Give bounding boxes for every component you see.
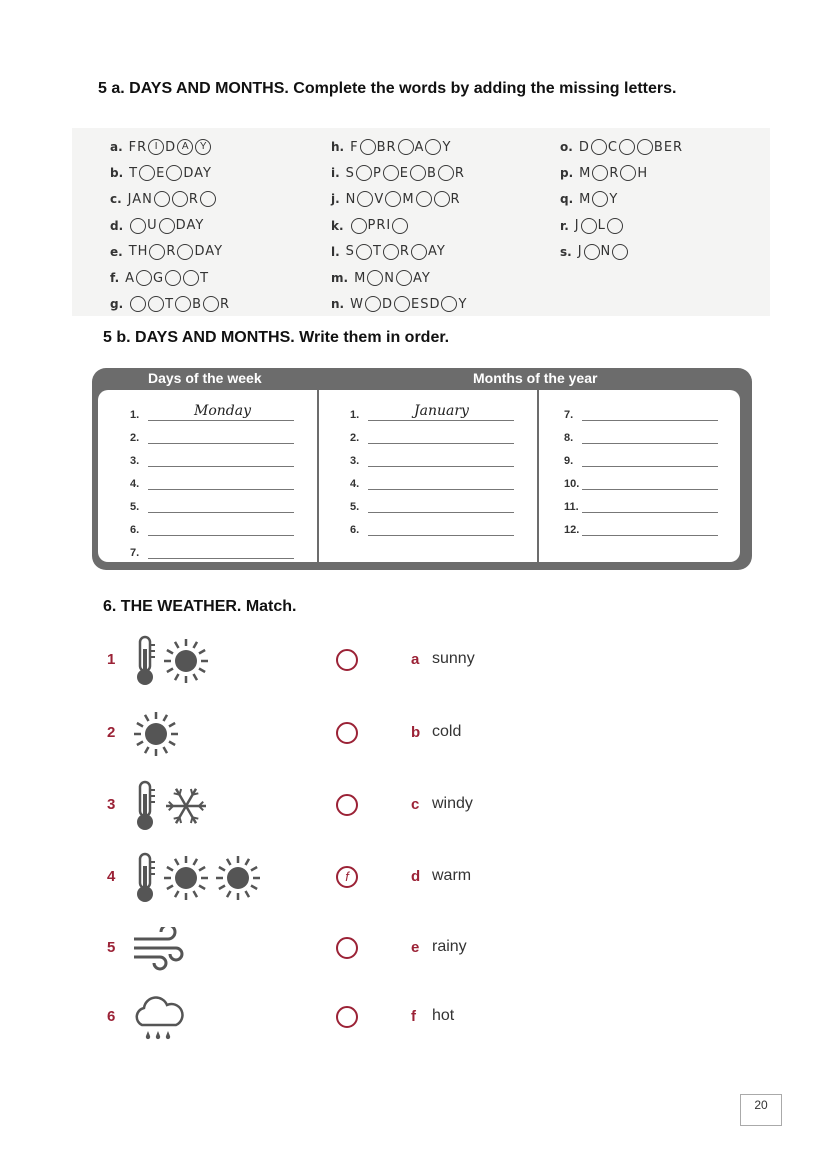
given-letters: R: [399, 244, 410, 260]
row-number: 12.: [564, 524, 580, 536]
given-letters: AY: [413, 270, 431, 286]
given-letters: BER: [653, 139, 684, 155]
table-body: [98, 390, 740, 562]
missing-letter-circle[interactable]: [136, 270, 152, 286]
given-letters: N: [384, 270, 396, 286]
puzzle-word-row: [331, 213, 467, 239]
missing-letter-circle[interactable]: [434, 191, 450, 207]
option-word: windy: [432, 795, 473, 812]
answer-line[interactable]: [368, 450, 514, 467]
answer-line[interactable]: [368, 427, 514, 444]
days-column: [130, 398, 294, 559]
weather-icons: [132, 990, 184, 1050]
puzzle-item-label: b.: [110, 166, 124, 181]
option-word: rainy: [432, 938, 467, 955]
row-number: 4.: [130, 478, 140, 490]
missing-letter-circle[interactable]: [620, 165, 636, 181]
answer-circle[interactable]: [336, 1006, 358, 1028]
days-months-table: [92, 368, 752, 570]
given-letters: J: [577, 244, 583, 260]
option-word: sunny: [432, 650, 475, 667]
puzzle-word-row: [331, 291, 467, 317]
weather-item-number: 2: [107, 724, 116, 741]
missing-letter-circle[interactable]: [148, 296, 164, 312]
missing-letter-circle[interactable]: [357, 191, 373, 207]
puzzle-column-3: [560, 134, 683, 265]
thermometer-icon: [132, 635, 158, 692]
puzzle-item-label: n.: [331, 297, 345, 312]
table-row: [564, 421, 718, 444]
table-row: [130, 467, 294, 490]
puzzle-item-label: p.: [560, 166, 574, 181]
given-letters: TH: [128, 244, 149, 260]
given-letters: E: [156, 165, 166, 181]
missing-letter-circle[interactable]: [385, 191, 401, 207]
missing-letter-circle[interactable]: [130, 218, 146, 234]
given-letters: BR: [376, 139, 397, 155]
missing-letter-circle[interactable]: [592, 191, 608, 207]
answer-circle[interactable]: [336, 794, 358, 816]
column-divider: [317, 390, 319, 562]
table-row: [130, 536, 294, 559]
given-letters: Y: [442, 139, 452, 155]
missing-letter-circle[interactable]: [177, 244, 193, 260]
given-letters: B: [427, 165, 437, 181]
weather-icons: [132, 706, 180, 766]
answer-line[interactable]: [582, 496, 718, 513]
missing-letter-circle[interactable]: [591, 139, 607, 155]
section-5b-title: 5 b. DAYS AND MONTHS. Write them in order.: [103, 329, 450, 346]
given-letters: R: [609, 165, 620, 181]
missing-letter-circle[interactable]: [619, 139, 635, 155]
filled-letter-circle[interactable]: [148, 139, 164, 155]
table-row: [350, 398, 514, 421]
table-row: [564, 444, 718, 467]
missing-letter-circle[interactable]: [149, 244, 165, 260]
puzzle-item-label: k.: [331, 218, 344, 233]
page-number: 20: [740, 1094, 782, 1126]
missing-letter-circle[interactable]: [441, 296, 457, 312]
weather-item-number: 1: [107, 651, 116, 668]
column-divider: [537, 390, 539, 562]
given-letters: R: [450, 191, 461, 207]
puzzle-item-label: a.: [110, 140, 123, 155]
given-letters: Y: [458, 296, 468, 312]
table-row: [350, 467, 514, 490]
days-header: Days of the week: [148, 370, 262, 386]
weather-icons: [132, 633, 210, 693]
given-letters: T: [129, 165, 139, 181]
weather-item-number: 3: [107, 796, 116, 813]
puzzle-word-row: [110, 160, 230, 186]
row-number: 2.: [130, 432, 140, 444]
missing-letter-circle[interactable]: [383, 244, 399, 260]
given-letters: R: [188, 191, 199, 207]
puzzle-item-label: s.: [560, 244, 572, 259]
row-number: 9.: [564, 455, 574, 467]
puzzle-item-label: c.: [110, 192, 122, 207]
given-letters: V: [374, 191, 385, 207]
puzzle-item-label: m.: [331, 271, 349, 286]
missing-letter-circle[interactable]: [166, 165, 182, 181]
thermometer-icon: [132, 852, 158, 909]
option-letter: b: [411, 724, 421, 741]
given-letters: S: [345, 244, 355, 260]
row-number: 3.: [350, 455, 360, 467]
row-number: 2.: [350, 432, 360, 444]
given-letters: B: [192, 296, 203, 312]
puzzle-item-label: i.: [331, 166, 340, 181]
given-letters: DAY: [175, 218, 205, 234]
puzzle-word-row: [331, 134, 467, 160]
given-letters: M: [579, 191, 592, 207]
given-letters: FR: [128, 139, 148, 155]
puzzle-item-label: f.: [110, 271, 120, 286]
table-row: [564, 467, 718, 490]
answer-line[interactable]: [582, 404, 718, 421]
missing-letter-circle[interactable]: [159, 218, 175, 234]
snowflake-icon: [162, 782, 210, 835]
answer-line[interactable]: [148, 519, 294, 536]
missing-letter-circle[interactable]: [154, 191, 170, 207]
puzzle-word-row: [110, 213, 230, 239]
missing-letter-circle[interactable]: [365, 296, 381, 312]
handwritten-answer: January: [414, 403, 469, 419]
wind-icon: [132, 927, 186, 976]
table-row: [564, 398, 718, 421]
puzzle-word-row: [560, 239, 683, 265]
table-row: [130, 513, 294, 536]
puzzle-item-label: r.: [560, 218, 569, 233]
answer-circle[interactable]: [336, 722, 358, 744]
puzzle-word-row: [560, 134, 683, 160]
missing-letter-circle[interactable]: [398, 139, 414, 155]
answer-line[interactable]: [368, 496, 514, 513]
weather-row: [100, 778, 520, 838]
option-letter: d: [411, 868, 421, 885]
puzzle-item-label: q.: [560, 192, 574, 207]
weather-icons: [132, 778, 210, 838]
missing-letter-circle[interactable]: [203, 296, 219, 312]
puzzle-word-row: [331, 239, 467, 265]
missing-letter-circle[interactable]: [592, 165, 608, 181]
row-number: 11.: [564, 501, 579, 513]
row-number: 10.: [564, 478, 580, 490]
missing-letter-circle[interactable]: [139, 165, 155, 181]
missing-letter-circle[interactable]: [200, 191, 216, 207]
option-letter: f: [411, 1008, 416, 1025]
missing-letter-circle[interactable]: [175, 296, 191, 312]
table-row: [130, 444, 294, 467]
given-letters: P: [372, 165, 382, 181]
answer-line[interactable]: [368, 473, 514, 490]
answer-line[interactable]: [582, 450, 718, 467]
weather-row: [100, 633, 520, 693]
missing-letter-circle[interactable]: [130, 296, 146, 312]
given-letters: N: [600, 244, 612, 260]
given-letters: D: [381, 296, 393, 312]
given-letters: JAN: [127, 191, 153, 207]
given-letters: ESD: [410, 296, 441, 312]
given-letters: T: [200, 270, 210, 286]
row-number: 7.: [130, 547, 140, 559]
table-row: [350, 444, 514, 467]
table-row: [564, 513, 718, 536]
puzzle-item-label: d.: [110, 218, 124, 233]
given-letters: D: [165, 139, 177, 155]
given-letters: E: [399, 165, 409, 181]
puzzle-column-1: [110, 134, 230, 317]
thermometer-icon: [132, 780, 158, 837]
weather-row: [100, 990, 520, 1050]
answer-line[interactable]: [582, 473, 718, 490]
missing-letter-circle[interactable]: [367, 270, 383, 286]
months-column-2: [564, 398, 718, 536]
puzzle-item-label: e.: [110, 244, 123, 259]
puzzle-item-label: g.: [110, 297, 124, 312]
missing-letter-circle[interactable]: [637, 139, 653, 155]
row-number: 4.: [350, 478, 360, 490]
weather-item-number: 5: [107, 939, 116, 956]
missing-letter-circle[interactable]: [612, 244, 628, 260]
given-letters: PRI: [367, 218, 392, 234]
sun-icon: [132, 710, 180, 763]
given-letters: R: [454, 165, 465, 181]
sun-icon: [162, 854, 210, 907]
option-word: cold: [432, 723, 462, 740]
given-letters: R: [220, 296, 231, 312]
puzzle-word-row: [110, 134, 230, 160]
row-number: 8.: [564, 432, 574, 444]
table-row: [130, 398, 294, 421]
row-number: 6.: [130, 524, 140, 536]
puzzle-word-row: [110, 291, 230, 317]
answer-line[interactable]: [148, 427, 294, 444]
section-5a-title: 5 a. DAYS AND MONTHS. Complete the words by adding the missing letters.: [98, 80, 677, 97]
puzzle-word-row: [560, 213, 683, 239]
answer-line[interactable]: [368, 519, 514, 536]
puzzle-item-label: h.: [331, 140, 345, 155]
missing-letter-circle[interactable]: [394, 296, 410, 312]
missing-letter-circle[interactable]: [360, 139, 376, 155]
row-number: 7.: [564, 409, 574, 421]
puzzle-word-row: [110, 239, 230, 265]
puzzle-word-row: [331, 186, 467, 212]
table-row: [564, 490, 718, 513]
word-puzzle-block: [72, 128, 770, 316]
missing-letter-circle[interactable]: [183, 270, 199, 286]
puzzle-item-label: l.: [331, 244, 340, 259]
answer-circle[interactable]: [336, 937, 358, 959]
missing-letter-circle[interactable]: [581, 218, 597, 234]
weather-row: [100, 850, 520, 910]
given-letters: DAY: [183, 165, 212, 181]
given-letters: M: [402, 191, 415, 207]
puzzle-item-label: o.: [560, 140, 573, 155]
answer-circle[interactable]: [336, 649, 358, 671]
option-letter: e: [411, 939, 420, 956]
given-letters: N: [345, 191, 357, 207]
missing-letter-circle[interactable]: [416, 191, 432, 207]
weather-row: [100, 706, 520, 766]
weather-row: [100, 921, 520, 981]
missing-letter-circle[interactable]: [396, 270, 412, 286]
months-header: Months of the year: [473, 370, 598, 386]
given-letters: D: [578, 139, 590, 155]
table-row: [130, 421, 294, 444]
row-number: 1.: [350, 409, 360, 421]
missing-letter-circle[interactable]: [607, 218, 623, 234]
answer-line[interactable]: [148, 404, 294, 421]
table-row: [350, 490, 514, 513]
missing-letter-circle[interactable]: [356, 165, 372, 181]
answer-line[interactable]: [582, 519, 718, 536]
missing-letter-circle[interactable]: [383, 165, 399, 181]
filled-letter-circle[interactable]: [195, 139, 211, 155]
row-number: 5.: [130, 501, 140, 513]
missing-letter-circle[interactable]: [356, 244, 372, 260]
missing-letter-circle[interactable]: [425, 139, 441, 155]
missing-letter-circle[interactable]: [438, 165, 454, 181]
answer-line[interactable]: [148, 542, 294, 559]
filled-letter-circle[interactable]: [177, 139, 193, 155]
missing-letter-circle[interactable]: [392, 218, 408, 234]
answer-line[interactable]: [368, 404, 514, 421]
handwritten-answer: Monday: [194, 403, 251, 419]
weather-item-number: 4: [107, 868, 116, 885]
option-word: warm: [432, 867, 472, 884]
given-letters: M: [354, 270, 367, 286]
puzzle-column-2: [331, 134, 467, 317]
given-letters: C: [607, 139, 618, 155]
answer-line[interactable]: [582, 427, 718, 444]
given-letters: Y: [609, 191, 619, 207]
given-letters: A: [125, 270, 136, 286]
given-letters: F: [350, 139, 359, 155]
row-number: 3.: [130, 455, 140, 467]
option-word: hot: [432, 1007, 455, 1024]
table-row: [130, 490, 294, 513]
weather-icons: [132, 850, 262, 910]
weather-item-number: 6: [107, 1008, 116, 1025]
sun-icon: [162, 637, 210, 690]
puzzle-word-row: [110, 265, 230, 291]
given-letters: A: [414, 139, 425, 155]
table-row: [350, 513, 514, 536]
missing-letter-circle[interactable]: [172, 191, 188, 207]
puzzle-word-row: [110, 186, 230, 212]
puzzle-item-label: j.: [331, 192, 340, 207]
given-letters: H: [637, 165, 649, 181]
given-letters: DAY: [194, 244, 224, 260]
missing-letter-circle[interactable]: [411, 244, 427, 260]
row-number: 5.: [350, 501, 360, 513]
given-letters: T: [372, 244, 382, 260]
answer-circle[interactable]: f: [336, 866, 358, 888]
missing-letter-circle[interactable]: [410, 165, 426, 181]
missing-letter-circle[interactable]: [165, 270, 181, 286]
option-letter: a: [411, 651, 420, 668]
given-letters: M: [579, 165, 592, 181]
answer-line[interactable]: [148, 450, 294, 467]
missing-letter-circle[interactable]: [351, 218, 367, 234]
puzzle-word-row: [560, 160, 683, 186]
given-letters: J: [574, 218, 580, 234]
months-column-1: [350, 398, 514, 536]
puzzle-word-row: [331, 160, 467, 186]
puzzle-word-row: [560, 186, 683, 212]
table-row: [350, 421, 514, 444]
answer-line[interactable]: [148, 496, 294, 513]
sun-icon: [214, 854, 262, 907]
missing-letter-circle[interactable]: [584, 244, 600, 260]
given-letters: G: [153, 270, 165, 286]
given-letters: T: [165, 296, 175, 312]
given-letters: AY: [427, 244, 446, 260]
given-letters: R: [166, 244, 177, 260]
rain-cloud-icon: [132, 995, 184, 1046]
answer-line[interactable]: [148, 473, 294, 490]
given-letters: W: [350, 296, 364, 312]
section-6-title: 6. THE WEATHER. Match.: [103, 598, 297, 615]
given-letters: S: [345, 165, 355, 181]
row-number: 6.: [350, 524, 360, 536]
given-letters: U: [147, 218, 158, 234]
row-number: 1.: [130, 409, 140, 421]
weather-icons: [132, 921, 186, 981]
given-letters: L: [597, 218, 606, 234]
option-letter: c: [411, 796, 420, 813]
puzzle-word-row: [331, 265, 467, 291]
